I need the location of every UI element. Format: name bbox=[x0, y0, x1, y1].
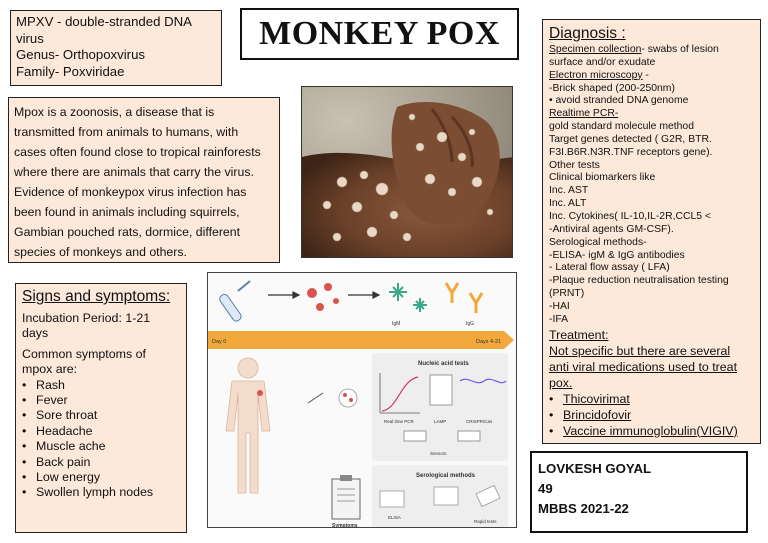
symptom-item: • Muscle ache bbox=[22, 439, 180, 454]
common-symptoms-line: Common symptoms of bbox=[22, 346, 146, 361]
sensors-label: Sensors bbox=[430, 451, 447, 456]
symptom-item: • Rash bbox=[22, 378, 180, 393]
symptoms-label: Symptoms bbox=[332, 523, 358, 528]
info-line: MPXV - double-stranded DNA bbox=[16, 14, 192, 29]
lamp-label: LAMP bbox=[434, 419, 447, 424]
crispr-label: CRISPR/Cas bbox=[466, 419, 493, 424]
diagram-svg bbox=[208, 273, 517, 528]
virus-info-box bbox=[10, 10, 222, 86]
incubation-line: days bbox=[22, 326, 49, 341]
lamp-icon bbox=[430, 375, 452, 405]
day4-label: Days 4-21 bbox=[476, 339, 502, 345]
patient-figure bbox=[226, 358, 270, 493]
intro-box bbox=[8, 97, 280, 263]
diagnosis-line: -HAI bbox=[549, 300, 570, 312]
diagnosis-line: gold standard molecule method bbox=[549, 121, 694, 133]
drug-item: • Vaccine immunoglobulin(VIGIV) bbox=[549, 423, 754, 439]
diagnosis-line: Target genes detected ( G2R, BTR. bbox=[549, 133, 712, 145]
intro-line: where there are animals that carry the virus. bbox=[14, 165, 254, 179]
intro-line: transmitted from animals to humans, with bbox=[14, 125, 239, 139]
author-number: 49 bbox=[538, 481, 553, 496]
treatment-line: pox. bbox=[549, 375, 573, 390]
info-line: Genus- Orthopoxvirus bbox=[16, 47, 145, 62]
common-symptoms-line: mpox are: bbox=[22, 362, 78, 377]
intro-line: Gambian pouched rats, dormice, different bbox=[14, 225, 241, 239]
symptom-item: • Back pain bbox=[22, 455, 180, 470]
symptom-item: • Fever bbox=[22, 393, 180, 408]
author-box bbox=[530, 451, 748, 533]
diagnosis-line: Serological methods- bbox=[549, 236, 647, 248]
treatment-line: Not specific but there are several bbox=[549, 343, 731, 358]
diagnosis-line: -Antiviral agents GM-CSF). bbox=[549, 223, 674, 235]
intro-line: been found in animals including squirrels, bbox=[14, 205, 240, 219]
diagnosis-line: Inc. Cytokines( IL-10,IL-2R,CCL5 < bbox=[549, 210, 711, 222]
diagnosis-line: - Lateral flow assay ( LFA) bbox=[549, 262, 670, 274]
drug-item: • Thicovirimat bbox=[549, 391, 754, 407]
treatment-line: anti viral medications used to treat bbox=[549, 359, 738, 374]
info-line: Family- Poxviridae bbox=[16, 63, 125, 79]
signs-heading: Signs and symptoms: bbox=[22, 288, 171, 305]
diagnosis-line: Inc. ALT bbox=[549, 198, 587, 210]
serological-title: Serological methods bbox=[416, 473, 476, 479]
signs-symptoms-box bbox=[15, 283, 187, 533]
hand-lesions-image bbox=[302, 87, 513, 258]
igm-label: IgM bbox=[392, 321, 401, 327]
symptom-item: • Swollen lymph nodes bbox=[22, 485, 180, 500]
pcr-label: Real time PCR bbox=[384, 419, 414, 424]
symptom-item: • Headache bbox=[22, 424, 180, 439]
lesion-photo bbox=[301, 86, 513, 258]
timeline-arrow bbox=[208, 331, 514, 349]
intro-line: Mpox is a zoonosis, a disease that is bbox=[14, 105, 215, 119]
nucleic-acid-panel bbox=[372, 353, 508, 461]
em-line: Electron microscopy - bbox=[549, 69, 649, 81]
poster-title: MONKEY POX bbox=[240, 8, 519, 60]
day0-label: Day 0 bbox=[212, 339, 227, 345]
intro-line: Evidence of monkeypox virus infection has bbox=[14, 185, 247, 199]
symptom-list bbox=[22, 378, 180, 501]
igg-label: IgG bbox=[466, 321, 475, 327]
intro-line: cases often found close to tropical rainforests bbox=[14, 145, 261, 159]
diagnosis-box bbox=[542, 19, 761, 444]
specimen-line-2: surface and/or exudate bbox=[549, 56, 656, 68]
rapid-tests-label: Rapid tests bbox=[474, 519, 497, 524]
diagnosis-line: Inc. AST bbox=[549, 185, 589, 197]
diagnosis-line: -ELISA- igM & IgG antibodies bbox=[549, 249, 685, 261]
specimen-line: Specimen collection- swabs of lesion bbox=[549, 44, 719, 55]
intro-line: species of monkeys and others. bbox=[14, 245, 187, 259]
nucleic-title: Nucleic acid tests bbox=[418, 361, 469, 367]
diagnosis-line: -Brick shaped (200-250nm) bbox=[549, 82, 675, 94]
diagnosis-line: • avoid stranded DNA genome bbox=[549, 95, 689, 107]
info-line: virus bbox=[16, 30, 44, 46]
treatment-heading: Treatment: bbox=[549, 327, 609, 342]
symptom-item: • Sore throat bbox=[22, 408, 180, 423]
author-name: LOVKESH GOYAL bbox=[538, 461, 652, 476]
incubation-line: Incubation Period: 1-21 bbox=[22, 311, 151, 325]
antibody-icon bbox=[446, 283, 482, 313]
pcr-line: Realtime PCR- bbox=[549, 108, 619, 120]
test-tube-icon bbox=[218, 281, 250, 323]
diagnostic-diagram bbox=[207, 272, 517, 528]
drug-list bbox=[549, 391, 754, 439]
clipboard-icon bbox=[332, 475, 360, 519]
antigen-icon bbox=[389, 283, 427, 312]
author-course: MBBS 2021-22 bbox=[538, 501, 629, 516]
diagnosis-line: -IFA bbox=[549, 313, 569, 325]
diagnosis-line: (PRNT) bbox=[549, 288, 585, 300]
elisa-label: ELISA bbox=[388, 515, 401, 520]
diagnosis-line: -Plaque reduction neutralisation testing bbox=[549, 275, 729, 287]
diagnosis-line: Other tests bbox=[549, 159, 600, 171]
diagnosis-line: Clinical biomarkers like bbox=[549, 172, 656, 184]
diagnosis-heading: Diagnosis : bbox=[549, 25, 626, 42]
virus-icon bbox=[307, 283, 339, 311]
diagnosis-line: F3I.B6R.N3R.TNF receptors gene). bbox=[549, 146, 713, 158]
symptom-item: • Low energy bbox=[22, 470, 180, 485]
drug-item: • Brincidofovir bbox=[549, 407, 754, 423]
